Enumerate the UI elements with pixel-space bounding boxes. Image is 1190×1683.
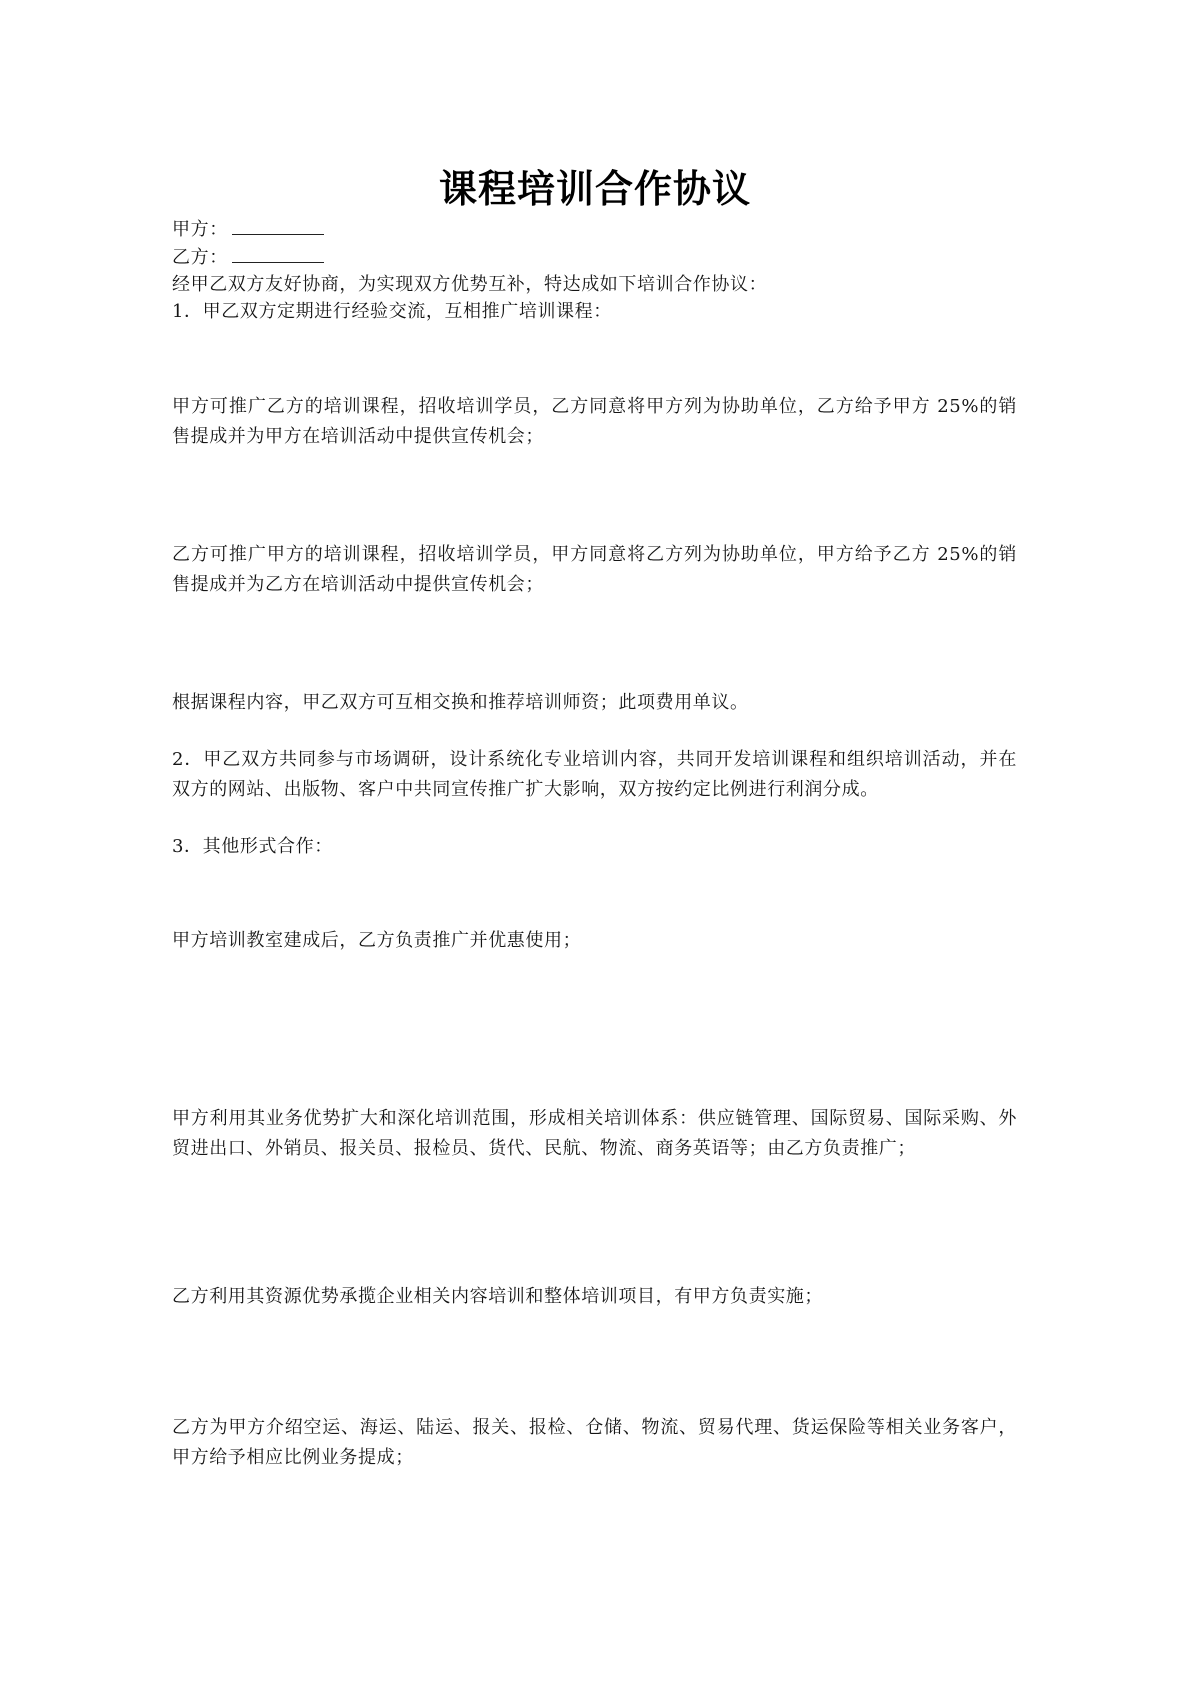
party-a-line bbox=[172, 216, 1017, 244]
section-1-item-1: 甲方可推广乙方的培训课程，招收培训学员，乙方同意将甲方列为协助单位，乙方给予甲方 25%的销售提成并为甲方在培训活动中提供宣传机会； bbox=[172, 396, 1017, 447]
party-a-label: 甲方： bbox=[172, 219, 228, 240]
intro-paragraph: 经甲乙双方友好协商，为实现双方优势互补，特达成如下培训合作协议： bbox=[172, 274, 768, 295]
section-3-heading: 3．其他形式合作： bbox=[172, 836, 333, 857]
section-3-item-1: 甲方培训教室建成后，乙方负责推广并优惠使用； bbox=[172, 930, 582, 951]
section-1-item-3: 根据课程内容，甲乙双方可互相交换和推荐培训师资；此项费用单议。 bbox=[172, 692, 749, 713]
section-1-item-2: 乙方可推广甲方的培训课程，招收培训学员，甲方同意将乙方列为协助单位，甲方给予乙方 25%的销售提成并为乙方在培训活动中提供宣传机会； bbox=[172, 544, 1017, 595]
section-3-item-2: 甲方利用其业务优势扩大和深化培训范围，形成相关培训体系：供应链管理、国际贸易、国际采购、外贸进出口、外销员、报关员、报检员、货代、民航、物流、商务英语等；由乙方负责推广； bbox=[172, 1108, 1017, 1159]
party-a-blank-field[interactable] bbox=[232, 216, 324, 235]
party-b-line bbox=[172, 244, 1017, 272]
document-title: 课程培训合作协议 bbox=[438, 167, 751, 211]
section-1-heading: 1．甲乙双方定期进行经验交流，互相推广培训课程： bbox=[172, 301, 612, 322]
section-3-item-4: 乙方为甲方介绍空运、海运、陆运、报关、报检、仓储、物流、贸易代理、货运保险等相关业务客户，甲方给予相应比例业务提成； bbox=[172, 1417, 1017, 1468]
party-b-blank-field[interactable] bbox=[232, 244, 324, 263]
party-b-label: 乙方： bbox=[172, 247, 228, 268]
section-2-paragraph: 2．甲乙双方共同参与市场调研，设计系统化专业培训内容，共同开发培训课程和组织培训活动，并在双方的网站、出版物、客户中共同宣传推广扩大影响，双方按约定比例进行利润分成。 bbox=[172, 749, 1017, 800]
section-3-item-3: 乙方利用其资源优势承揽企业相关内容培训和整体培训项目，有甲方负责实施； bbox=[172, 1286, 823, 1307]
